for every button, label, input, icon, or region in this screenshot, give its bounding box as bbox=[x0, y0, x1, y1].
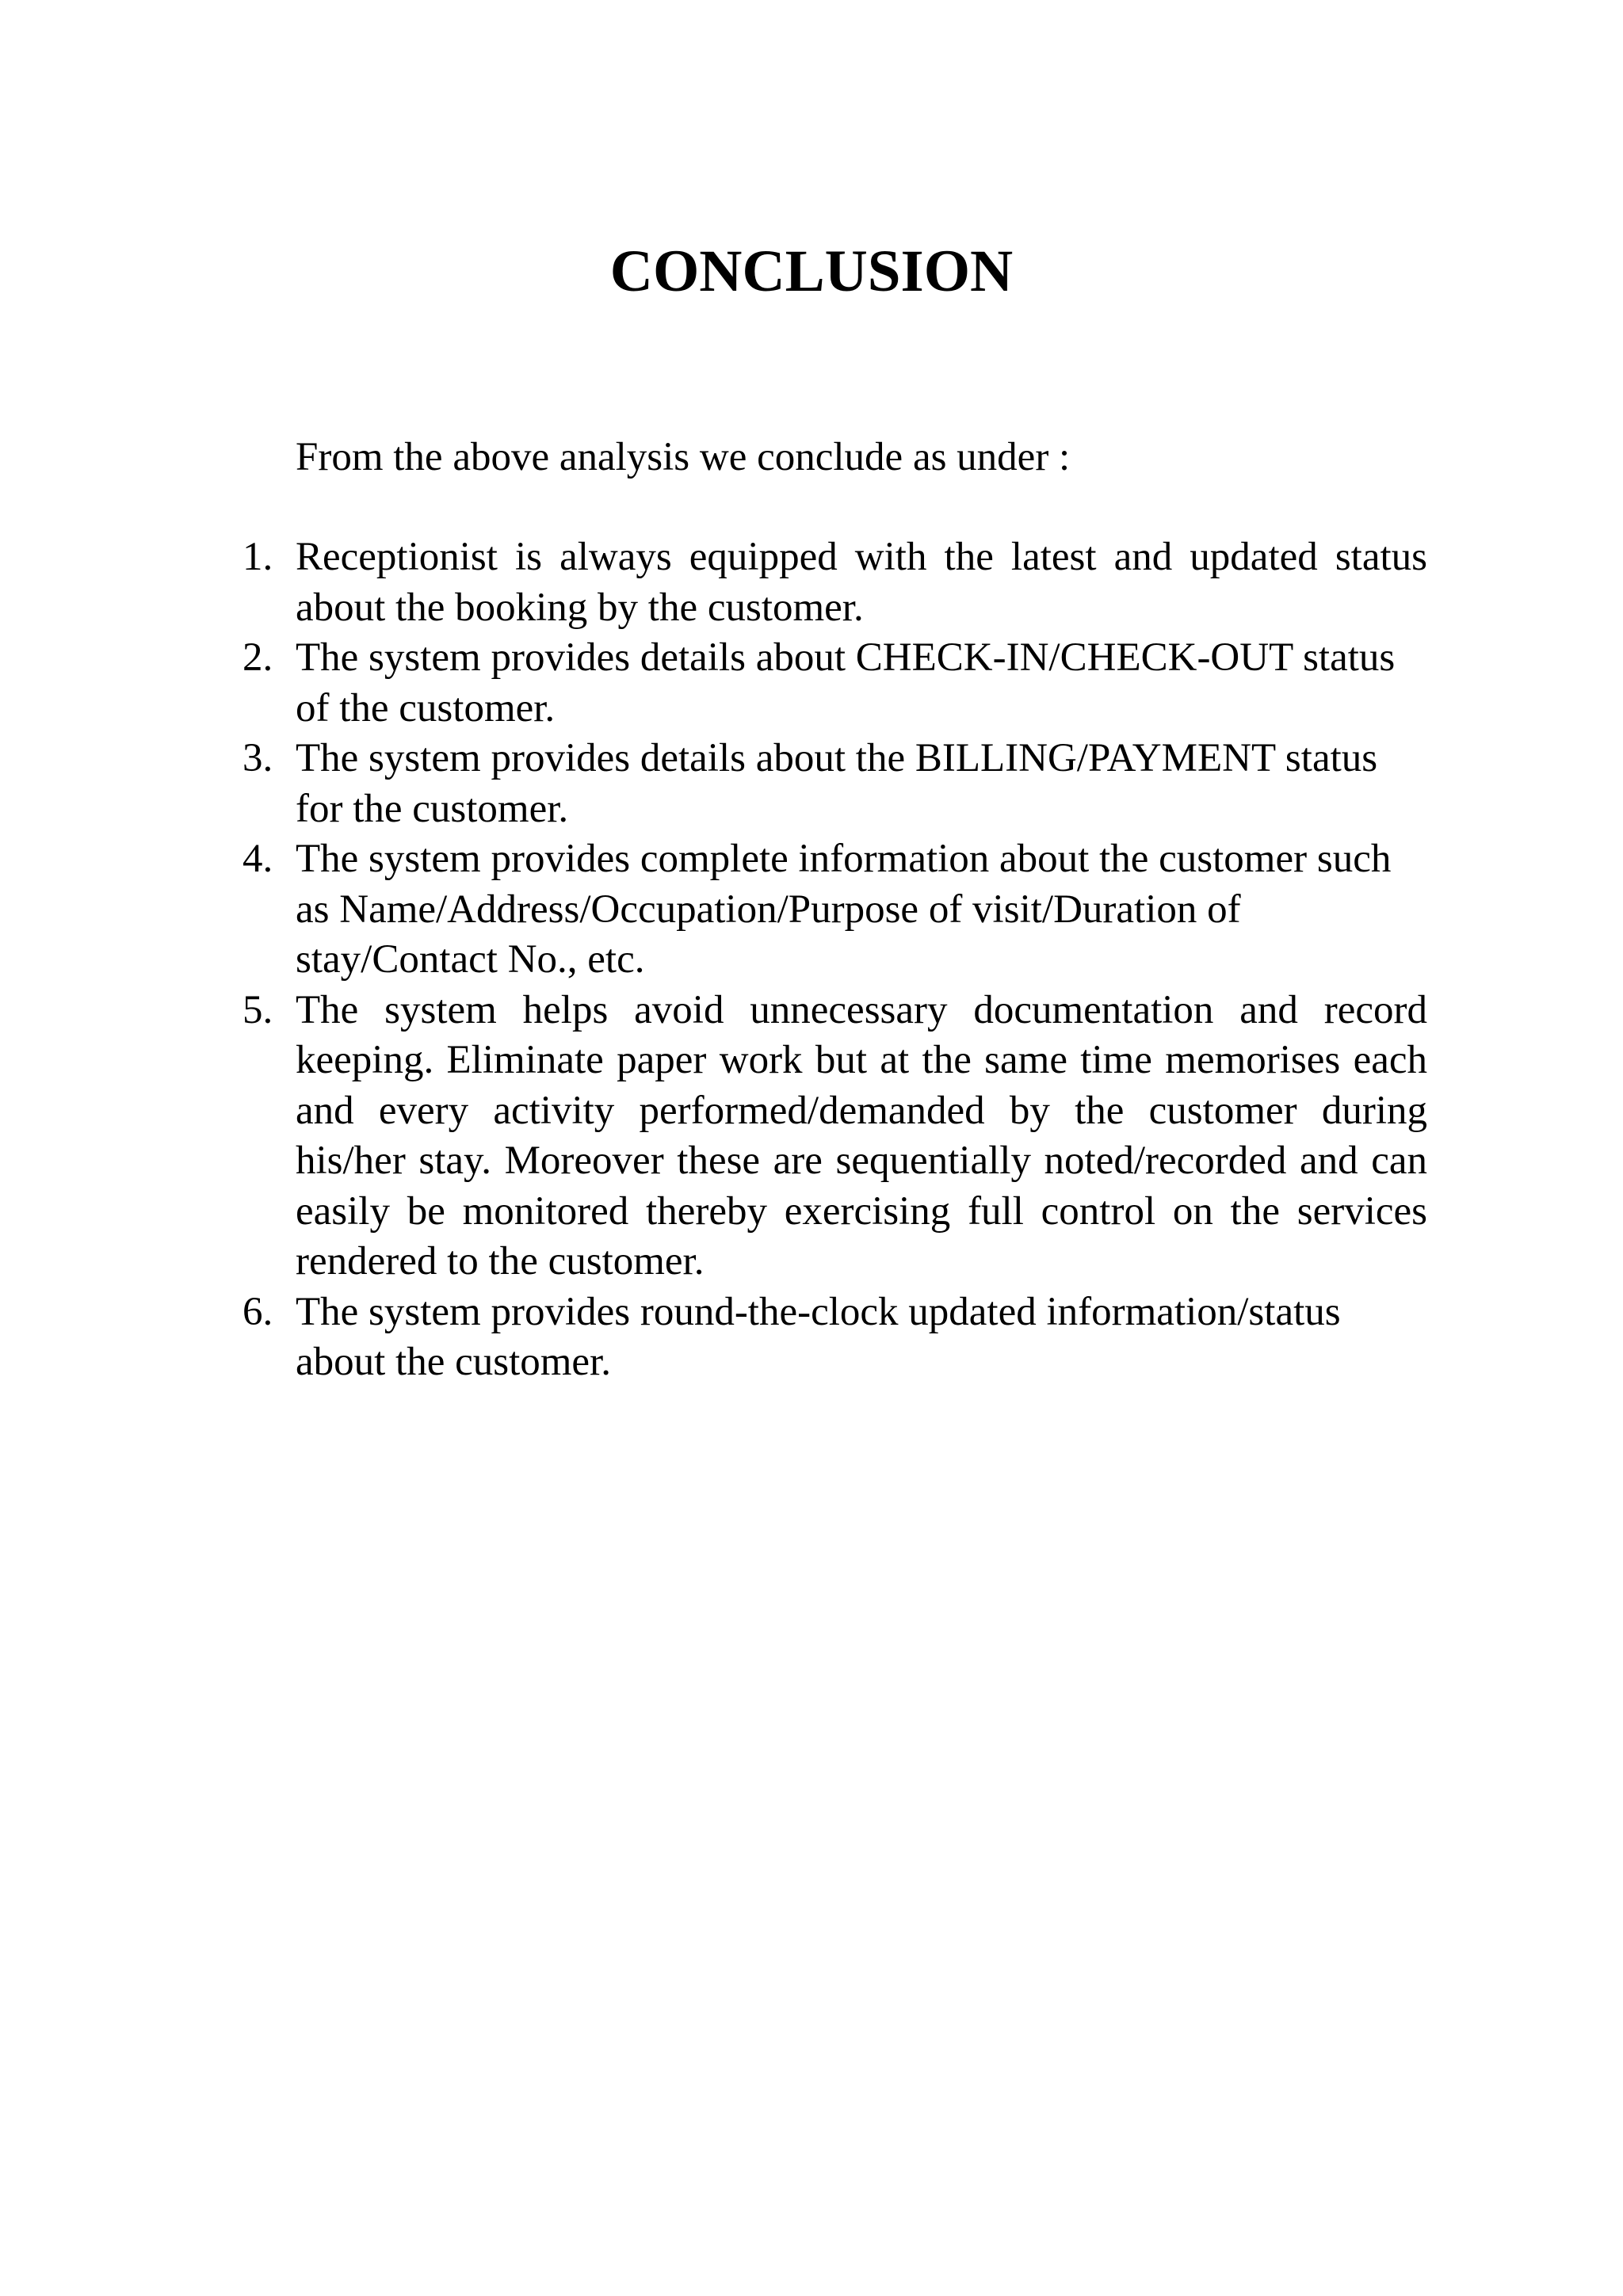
list-item bbox=[242, 532, 1427, 633]
list-item-number: 5. bbox=[242, 987, 273, 1032]
list-item-text: The system provides details about the BILLING/PAYMENT status for the customer. bbox=[296, 736, 1378, 831]
list-item bbox=[242, 633, 1427, 734]
list-item bbox=[242, 734, 1427, 834]
list-item-text: The system helps avoid unnecessary documentation and record keeping. Eliminate paper work but at the same time memorises each and every activity performed/demanded by the customer during his/her stay. Moreover these are sequentially noted/recorded and can easily be monitored thereby exercising full control on the services rendered to the customer. bbox=[296, 987, 1427, 1283]
list-item bbox=[242, 986, 1427, 1287]
intro-paragraph: From the above analysis we conclude as under : bbox=[296, 435, 1071, 479]
list-item-number: 1. bbox=[242, 535, 273, 579]
list-item-number: 3. bbox=[242, 736, 273, 780]
list-item bbox=[242, 834, 1427, 986]
list-item bbox=[242, 1287, 1427, 1388]
list-item-number: 4. bbox=[242, 837, 273, 881]
conclusion-list bbox=[242, 532, 1427, 1388]
list-item-text: The system provides complete information about the customer such as Name/Address/Occupation/Purpose of visit/Duration of stay/Contact No., etc. bbox=[296, 837, 1392, 982]
list-item-number: 2. bbox=[242, 635, 273, 680]
list-item-text: The system provides details about CHECK-IN/CHECK-OUT status of the customer. bbox=[296, 635, 1396, 730]
list-item-text: Receptionist is always equipped with the latest and updated status about the booking by the customer. bbox=[296, 535, 1427, 630]
list-item-number: 6. bbox=[242, 1289, 273, 1334]
list-item-text: The system provides round-the-clock updated information/status about the customer. bbox=[296, 1289, 1341, 1384]
page-title: CONCLUSION bbox=[609, 238, 1014, 304]
